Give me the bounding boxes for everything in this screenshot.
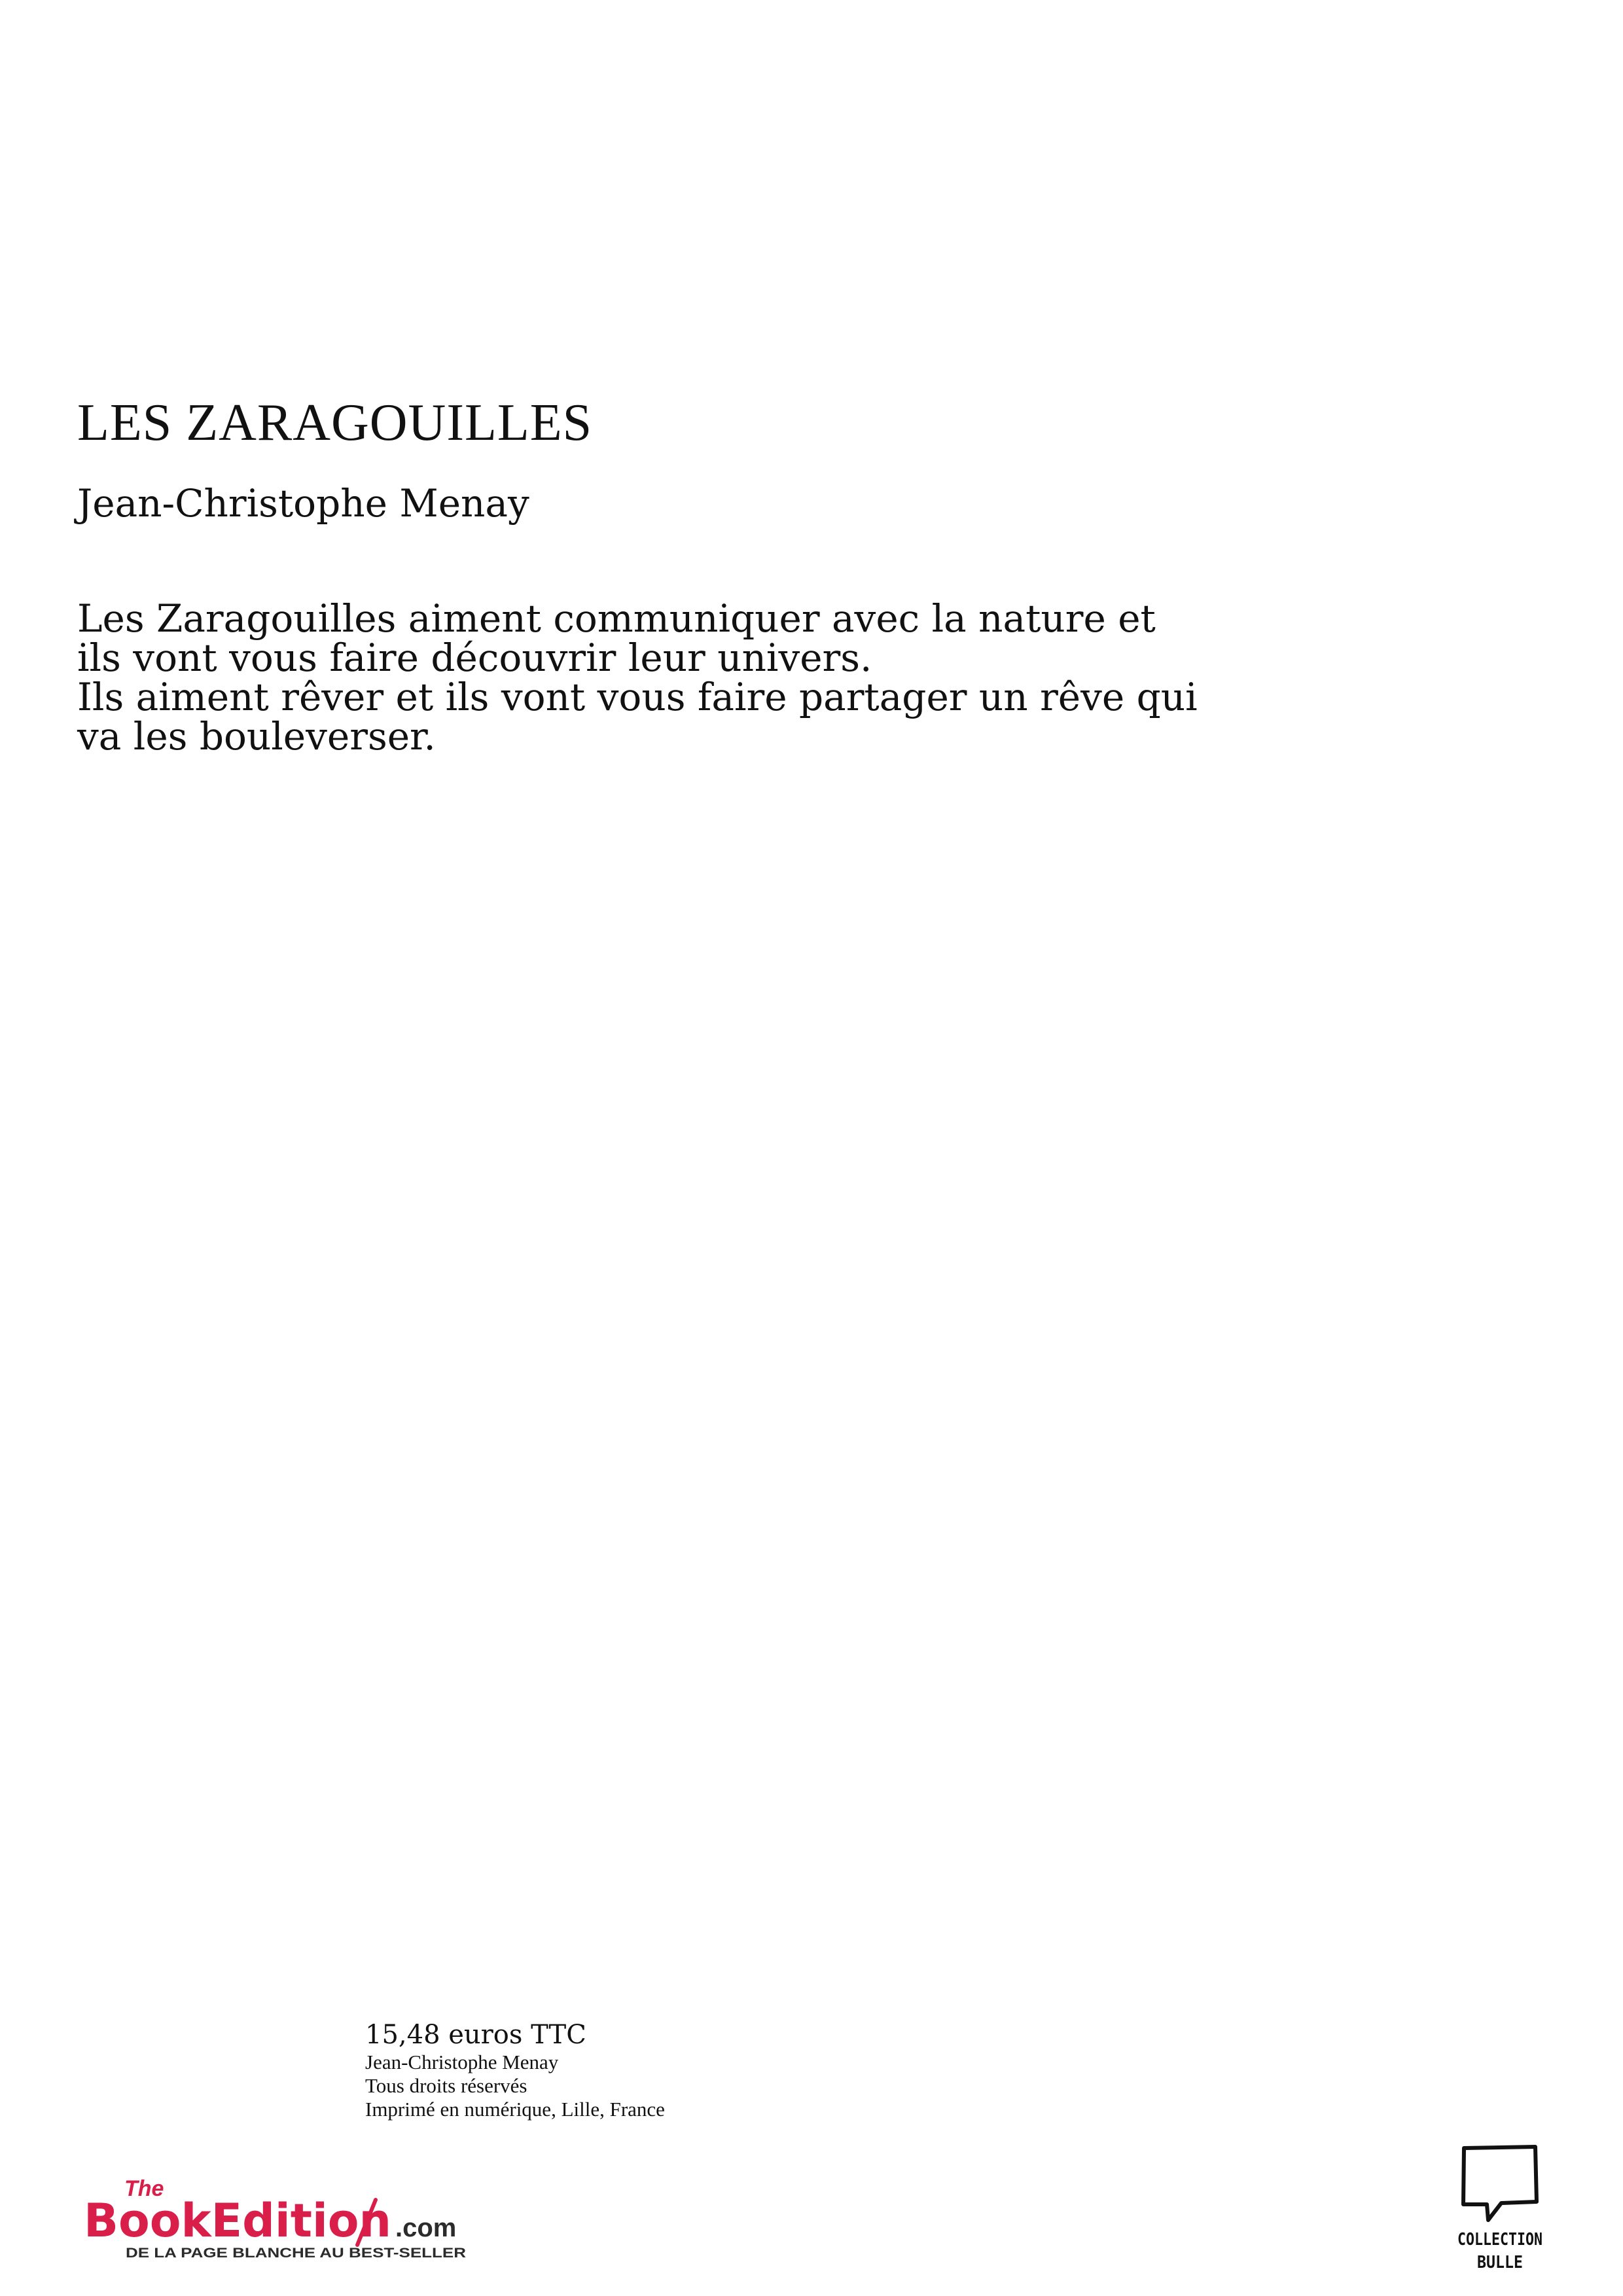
colophon-rights: Tous droits réservés <box>365 2074 527 2097</box>
logo-tagline: DE LA PAGE BLANCHE AU BEST-SELLER <box>126 2246 466 2261</box>
collection-bulle-logo <box>1454 2140 1546 2278</box>
blurb-line: ils vont vous faire découvrir leur univers. <box>77 636 872 680</box>
logo-name-part2: n <box>359 2194 392 2248</box>
price: 15,48 euros TTC <box>365 2020 586 2050</box>
logo-domain: .com <box>395 2214 457 2242</box>
book-title: LES ZARAGOUILLES <box>77 394 593 452</box>
speech-bubble-icon <box>1463 2147 1537 2220</box>
book-author: Jean-Christophe Menay <box>77 481 529 526</box>
logo-o-slash: o <box>327 2194 359 2248</box>
colophon-printing: Imprimé en numérique, Lille, France <box>365 2098 665 2121</box>
blurb-line: va les bouleverser. <box>77 714 436 759</box>
blurb-line: Les Zaragouilles aiment communiquer avec la nature et <box>77 596 1156 641</box>
blurb-line: Ils aiment rêver et ils vont vous faire partager un rêve qui <box>77 675 1198 719</box>
bookedition-logo <box>84 2176 476 2261</box>
collection-line2: BULLE <box>1477 2253 1523 2272</box>
logo-name-part1: BookEditi <box>84 2194 330 2248</box>
colophon-author: Jean-Christophe Menay <box>365 2051 559 2073</box>
logo-name <box>84 2194 391 2248</box>
collection-line1: COLLECTION <box>1457 2230 1543 2250</box>
book-blurb <box>77 596 1229 759</box>
colophon <box>365 2019 665 2121</box>
logo-the: The <box>124 2176 164 2201</box>
